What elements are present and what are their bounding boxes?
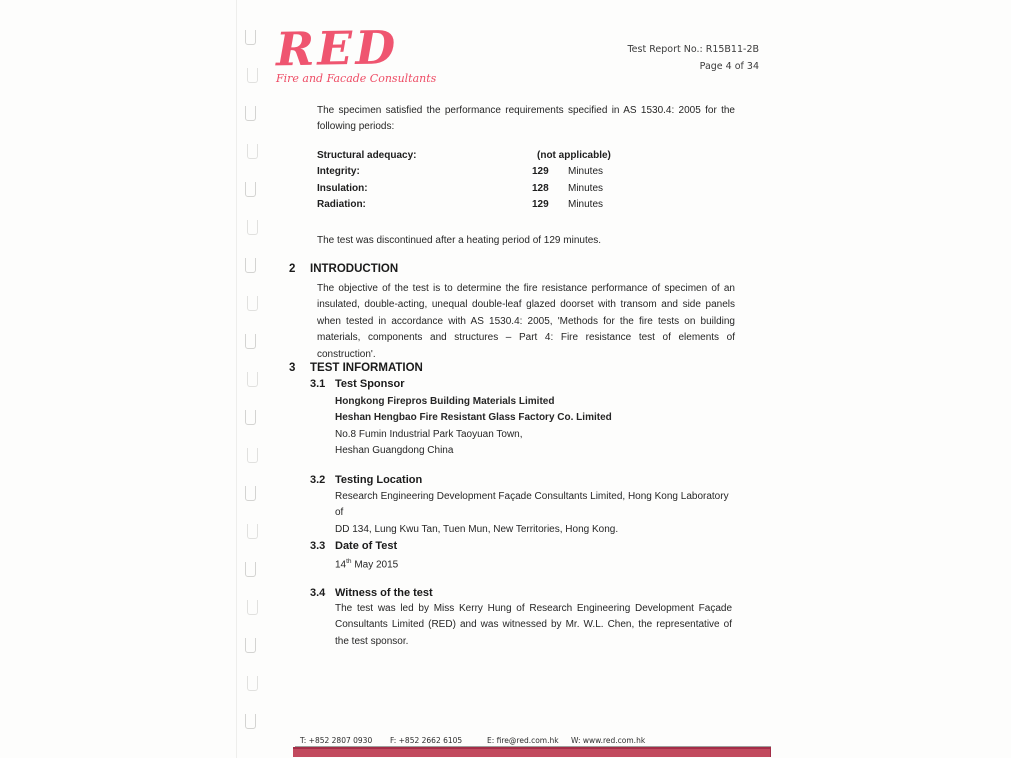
footer-website: W: www.red.com.hk [571, 736, 646, 745]
subsection-title: Test Sponsor [335, 378, 405, 390]
subsection-number: 3.4 [310, 587, 326, 599]
paper-edge-line [236, 0, 237, 758]
test-date [335, 554, 735, 574]
report-header-info [627, 41, 759, 75]
section-test-information-heading [289, 362, 423, 374]
subsection-testing-location-heading [310, 474, 422, 486]
result-label: Structural adequacy: [317, 150, 417, 161]
subsection-title: Testing Location [335, 474, 423, 486]
logo-wordmark: RED [275, 20, 399, 77]
binding-hole [245, 638, 256, 653]
witness-paragraph: The test was led by Miss Kerry Hung of Research Engineering Development Façade Consultants Limited (RED) and was witnessed by Mr. W.L. Chen, the representative of the test sponsor. [335, 603, 732, 647]
section-title: INTRODUCTION [310, 263, 399, 275]
binding-hole [247, 296, 258, 311]
result-value: 129 [532, 166, 549, 178]
subsection-title: Date of Test [335, 540, 398, 552]
subsection-date-of-test-heading [310, 540, 397, 552]
binding-hole [245, 106, 256, 121]
footer-email: E: fire@red.com.hk [487, 736, 559, 745]
result-unit: Minutes [568, 166, 604, 178]
location-line-2: DD 134, Lung Kwu Tan, Tuen Mun, New Territories, Hong Kong. [335, 523, 619, 535]
binding-hole [245, 486, 256, 501]
binding-hole [245, 410, 256, 425]
binding-hole [245, 714, 256, 729]
binding-hole [247, 600, 258, 615]
footer-fax: F: +852 2662 6105 [390, 736, 463, 745]
result-unit: Minutes [568, 182, 604, 194]
sponsor-company-1: Hongkong Firepros Building Materials Limited [335, 396, 555, 407]
table-row [317, 166, 735, 182]
binding-hole [245, 562, 256, 577]
binding-holes [245, 30, 258, 752]
binding-hole [247, 524, 258, 539]
section-introduction-heading [289, 263, 398, 275]
sponsor-company-2: Heshan Hengbao Fire Resistant Glass Factory Co. Limited [335, 412, 612, 424]
performance-paragraph: The specimen satisfied the performance requirements specified in AS 1530.4: 2005 for the following periods: [317, 105, 735, 133]
footer-accent-bar [293, 747, 771, 757]
discontinued-note: The test was discontinued after a heating period of 129 minutes. [317, 235, 602, 246]
date-rest: May 2015 [351, 559, 399, 571]
binding-hole [245, 182, 256, 197]
binding-hole [245, 334, 256, 349]
subsection-witness-heading [310, 587, 433, 599]
subsection-number: 3.1 [310, 378, 326, 390]
subsection-number: 3.3 [310, 540, 326, 552]
binding-hole [245, 30, 256, 45]
section-number: 2 [289, 263, 296, 275]
binding-hole [247, 220, 258, 235]
result-value: 129 [532, 199, 549, 211]
results-table [317, 150, 735, 216]
result-label: Radiation: [317, 199, 366, 211]
result-unit: Minutes [568, 199, 604, 211]
result-unit: (not applicable) [537, 150, 611, 161]
page-number: Page 4 of 34 [699, 61, 759, 72]
footer-phone: T: +852 2807 0930 [300, 736, 373, 745]
subsection-title: Witness of the test [335, 587, 433, 599]
result-value: 128 [532, 182, 549, 194]
logo-tagline: Fire and Facade Consultants [276, 72, 437, 85]
introduction-paragraph: The objective of the test is to determine the fire resistance performance of specimen of an insulated, double-acting, unequal double-leaf glazed doorset with transom and side panels when tested in accordance with AS 1530.4: 2005, 'Methods for the fire tests on building materials, components and structures – Part 4: Fire resistance test of elements of construction'. [317, 283, 735, 360]
sponsor-address-1: No.8 Fumin Industrial Park Taoyuan Town, [335, 428, 523, 440]
section-number: 3 [289, 362, 296, 374]
binding-hole [245, 258, 256, 273]
binding-hole [247, 68, 258, 83]
result-label: Insulation: [317, 182, 368, 194]
red-logo [275, 20, 437, 85]
table-row [317, 199, 735, 215]
location-line-1: Research Engineering Development Façade Consultants Limited, Hong Kong Laboratory of [335, 491, 729, 519]
binding-hole [247, 372, 258, 387]
date-ordinal: th [346, 558, 352, 565]
testing-location-details [335, 489, 735, 538]
section-title: TEST INFORMATION [310, 362, 423, 374]
result-label: Integrity: [317, 166, 360, 178]
binding-hole [247, 144, 258, 159]
subsection-test-sponsor-heading [310, 378, 404, 390]
date-day: 14 [335, 559, 347, 571]
test-sponsor-details [335, 394, 735, 459]
table-row [317, 150, 735, 166]
table-row [317, 183, 735, 199]
subsection-number: 3.2 [310, 474, 326, 486]
binding-hole [247, 676, 258, 691]
report-number: Test Report No.: R15B11-2B [627, 44, 759, 55]
binding-hole [247, 448, 258, 463]
sponsor-address-2: Heshan Guangdong China [335, 444, 454, 456]
